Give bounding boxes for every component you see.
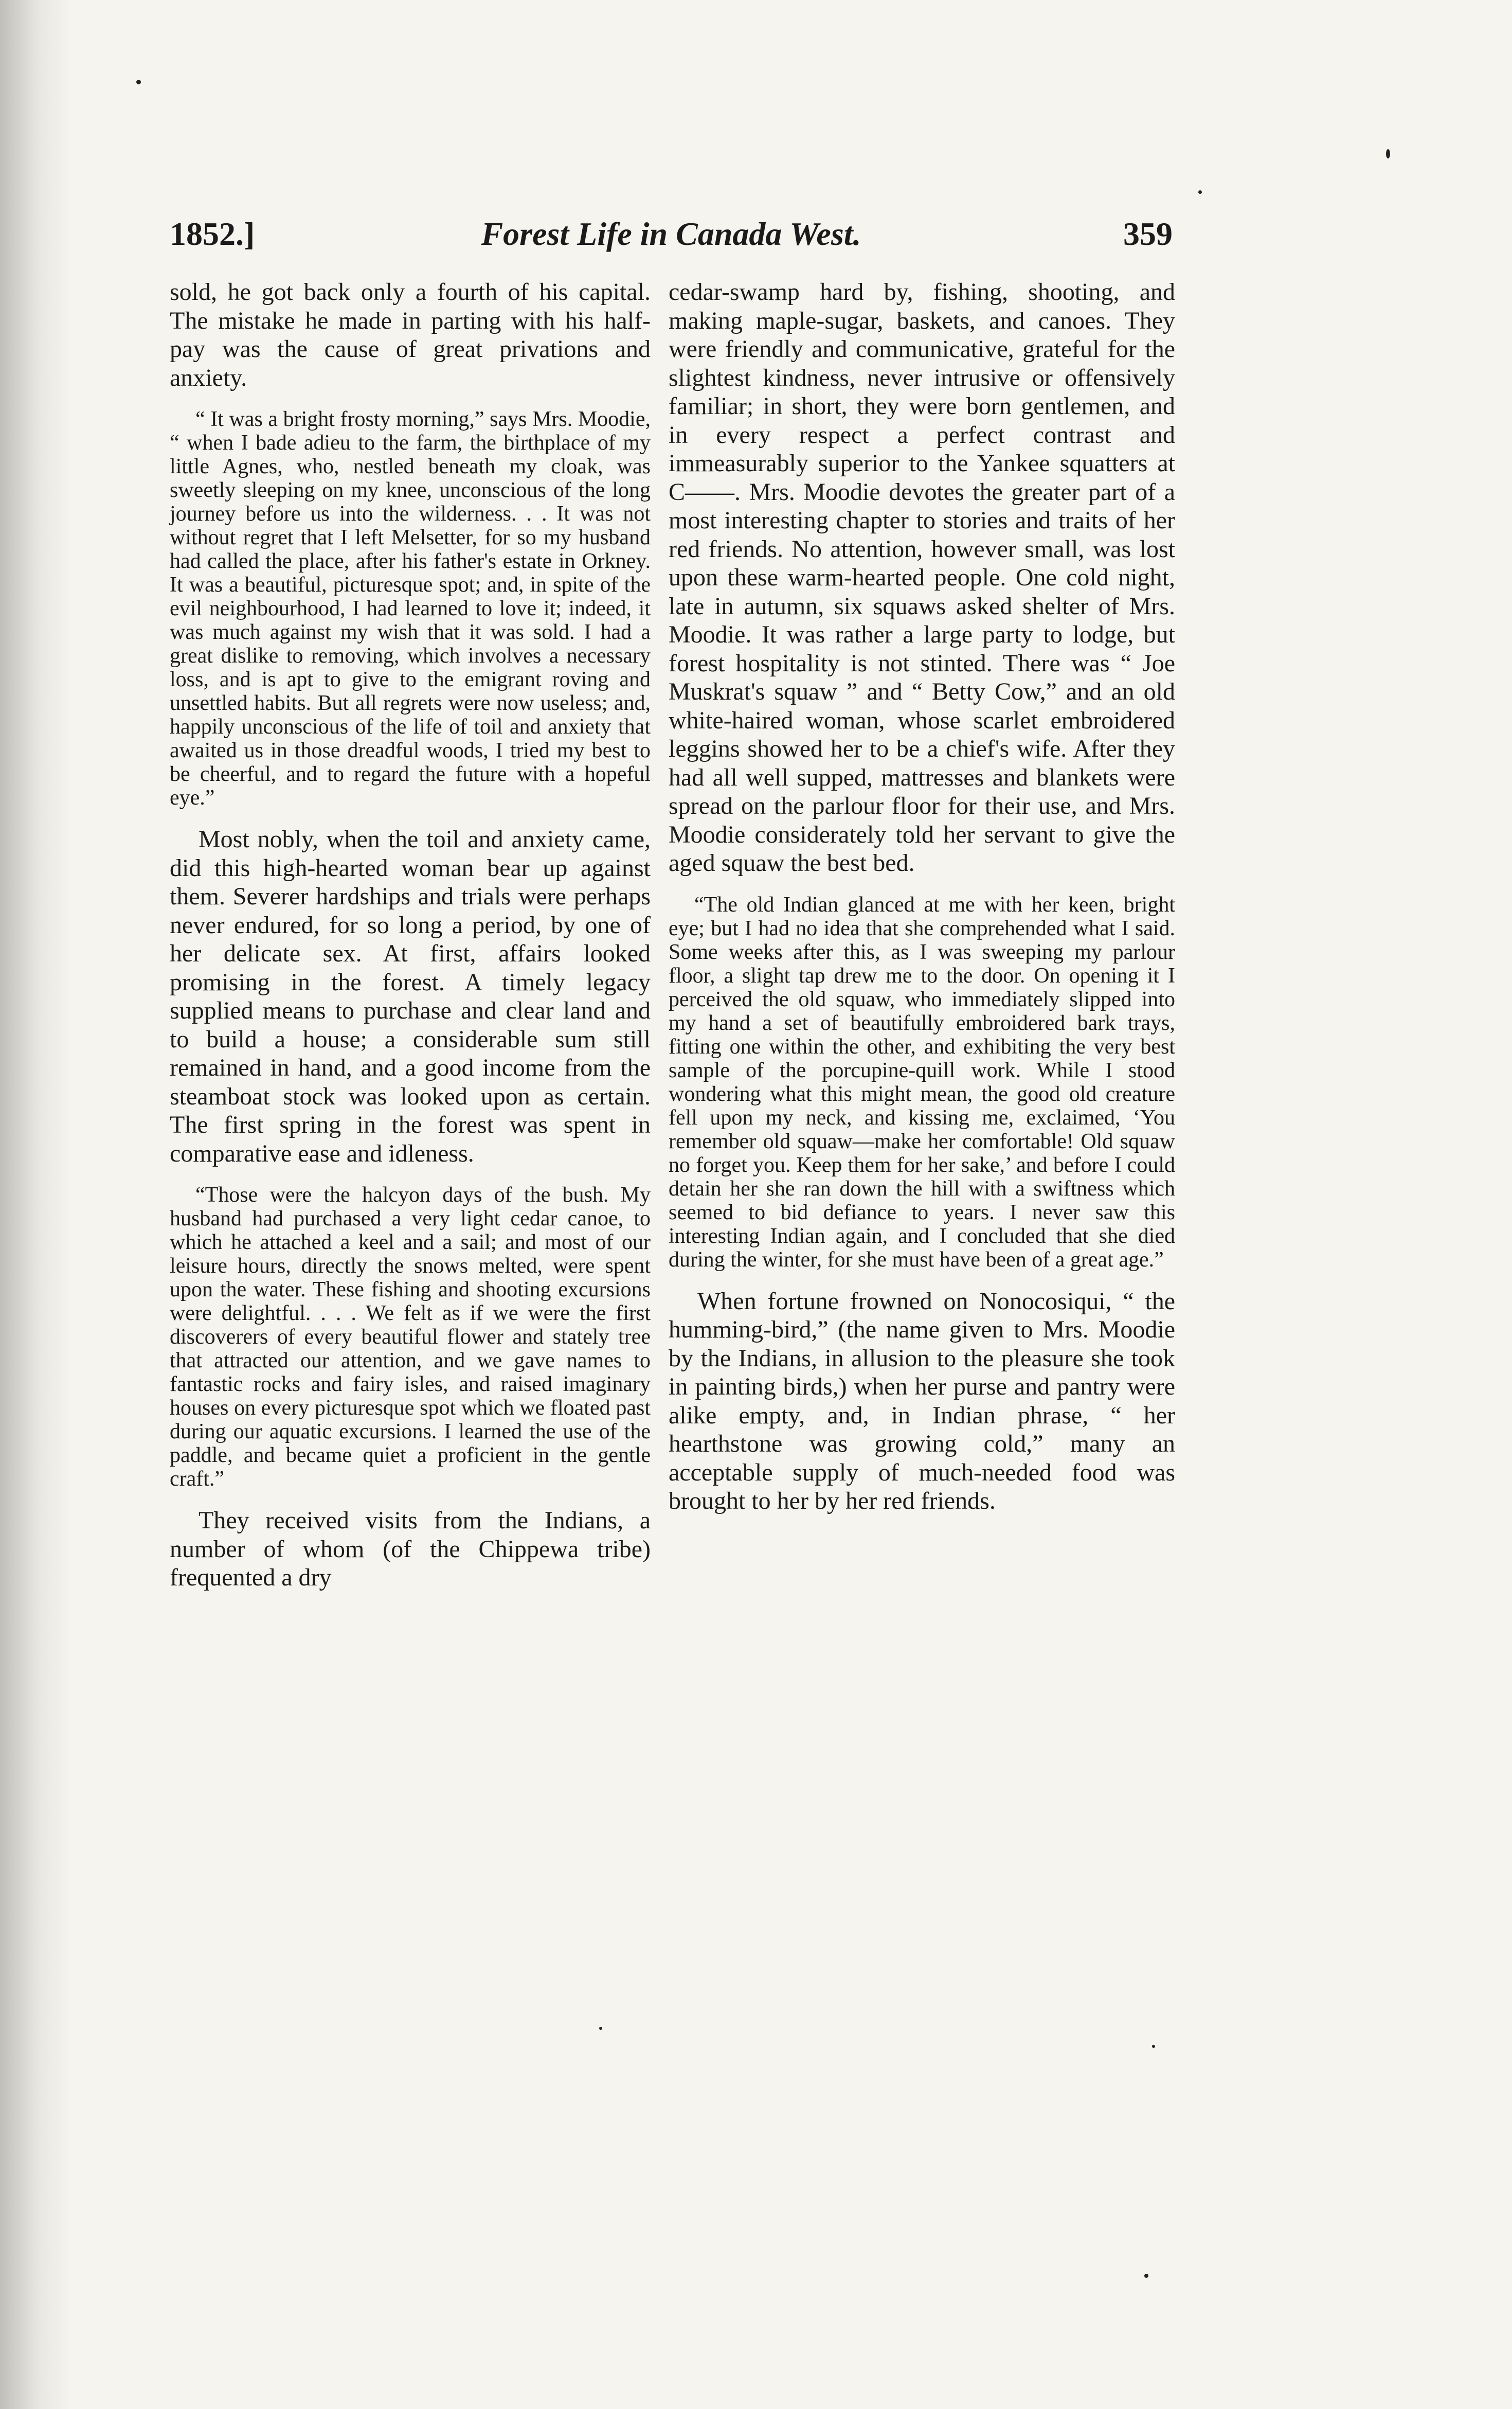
binding-shadow (0, 0, 72, 2409)
block-quote: “ It was a bright frosty morning,” says Mrs. Moodie, “ when I bade adieu to the farm, the birthplace of my little Agnes, who, nestled beneath my cloak, was sweetly sleeping on my knee, unconscious of the long journey before us into the wilderness. . . It was not without regret that I left Melsetter, for so my husband had called the place, after his father's estate in Orkney. It was a beautiful, picturesque spot; and, in spite of the evil neighbourhood, I had learned to love it; indeed, it was much against my wish that it was sold. I had a great dislike to removing, which involves a necessary loss, and is apt to give to the emigrant roving and unsettled habits. But all regrets were now useless; and, happily unconscious of the life of toil and anxiety that awaited us in those dreadful woods, I tried my best to be cheerful, and to regard the future with a hopeful eye.” (170, 407, 651, 810)
right-column (669, 278, 1175, 1515)
header-title: Forest Life in Canada West. (481, 216, 861, 252)
ink-speck (136, 80, 141, 84)
ink-speck (599, 2027, 602, 2030)
ink-speck (1386, 149, 1390, 158)
ink-speck (1198, 190, 1202, 194)
running-header (170, 215, 1173, 266)
paragraph: Most nobly, when the toil and anxiety came, did this high-hearted woman bear up against them. Severer hardships and trials were perhaps never endured, for so long a period, by one of her delicate sex. At first, affairs looked promising in the forest. A timely legacy supplied means to purchase and clear land and to build a house; a considerable sum still remained in hand, and a good income from the steamboat stock was looked upon as certain. The first spring in the forest was spent in comparative ease and idleness. (170, 826, 651, 1167)
left-column (170, 278, 651, 1592)
paragraph: When fortune frowned on Nonocosiqui, “ the humming-bird,” (the name given to Mrs. Moodie by the Indians, in allusion to the pleasure she took in painting birds,) when her purse and pantry were alike empty, and, in Indian phrase, “ her hearthstone was growing cold,” many an acceptable supply of much-needed food was brought to her by her red friends. (669, 1287, 1175, 1514)
block-quote: “The old Indian glanced at me with her keen, bright eye; but I had no idea that she comprehended what I said. Some weeks after this, as I was sweeping my parlour floor, a slight tap drew me to the door. On opening it I perceived the old squaw, who immediately slipped into my hand a set of beautifully embroidered bark trays, fitting one within the other, and exhibiting the very best sample of the porcupine-quill work. While I stood wondering what this might mean, the good old creature fell upon my neck, and kissing me, exclaimed, ‘You remember old squaw—make her comfortable! Old squaw no forget you. Keep them for her sake,’ and before I could detain her she ran down the hill with a swiftness which seemed to bid defiance to years. I never saw this interesting Indian again, and I concluded that she died during the winter, for she must have been of a great age.” (669, 893, 1175, 1272)
ink-speck (1152, 2045, 1155, 2048)
header-year: 1852.] (170, 216, 255, 252)
paragraph: sold, he got back only a fourth of his capital. The mistake he made in parting with his half-pay was the cause of great privations and anxiety. (170, 278, 651, 391)
ink-speck (1144, 2274, 1148, 2278)
block-quote: “Those were the halcyon days of the bush. My husband had purchased a very light cedar canoe, to which he attached a keel and a sail; and most of our leisure hours, directly the snows melted, were spent upon the water. These fishing and shooting excursions were delightful. . . . We felt as if we were the first discoverers of every beautiful flower and stately tree that attracted our attention, and we gave names to fantastic rocks and fairy isles, and raised imaginary houses on every picturesque spot which we floated past during our aquatic excursions. I learned the use of the paddle, and became quiet a proficient in the gentle craft.” (170, 1183, 651, 1491)
page-number: 359 (1123, 216, 1173, 252)
paragraph: They received visits from the Indians, a number of whom (of the Chippewa tribe) frequented a dry (170, 1507, 651, 1591)
paragraph: cedar-swamp hard by, fishing, shooting, and making maple-sugar, baskets, and canoes. They were friendly and communicative, grateful for the slightest kindness, never intrusive or offensively familiar; in short, they were born gentlemen, and in every respect a perfect contrast and immeasurably superior to the Yankee squatters at C——. Mrs. Moodie devotes the greater part of a most interesting chapter to stories and traits of her red friends. No attention, however small, was lost upon these warm-hearted people. One cold night, late in autumn, six squaws asked shelter of Mrs. Moodie. It was rather a large party to lodge, but forest hospitality is not stinted. There was “ Joe Muskrat's squaw ” and “ Betty Cow,” and an old white-haired woman, whose scarlet embroidered leggins showed her to be a chief's wife. After they had all well supped, mattresses and blankets were spread on the parlour floor for their use, and Mrs. Moodie considerately told her servant to give the aged squaw the best bed. (669, 278, 1175, 877)
